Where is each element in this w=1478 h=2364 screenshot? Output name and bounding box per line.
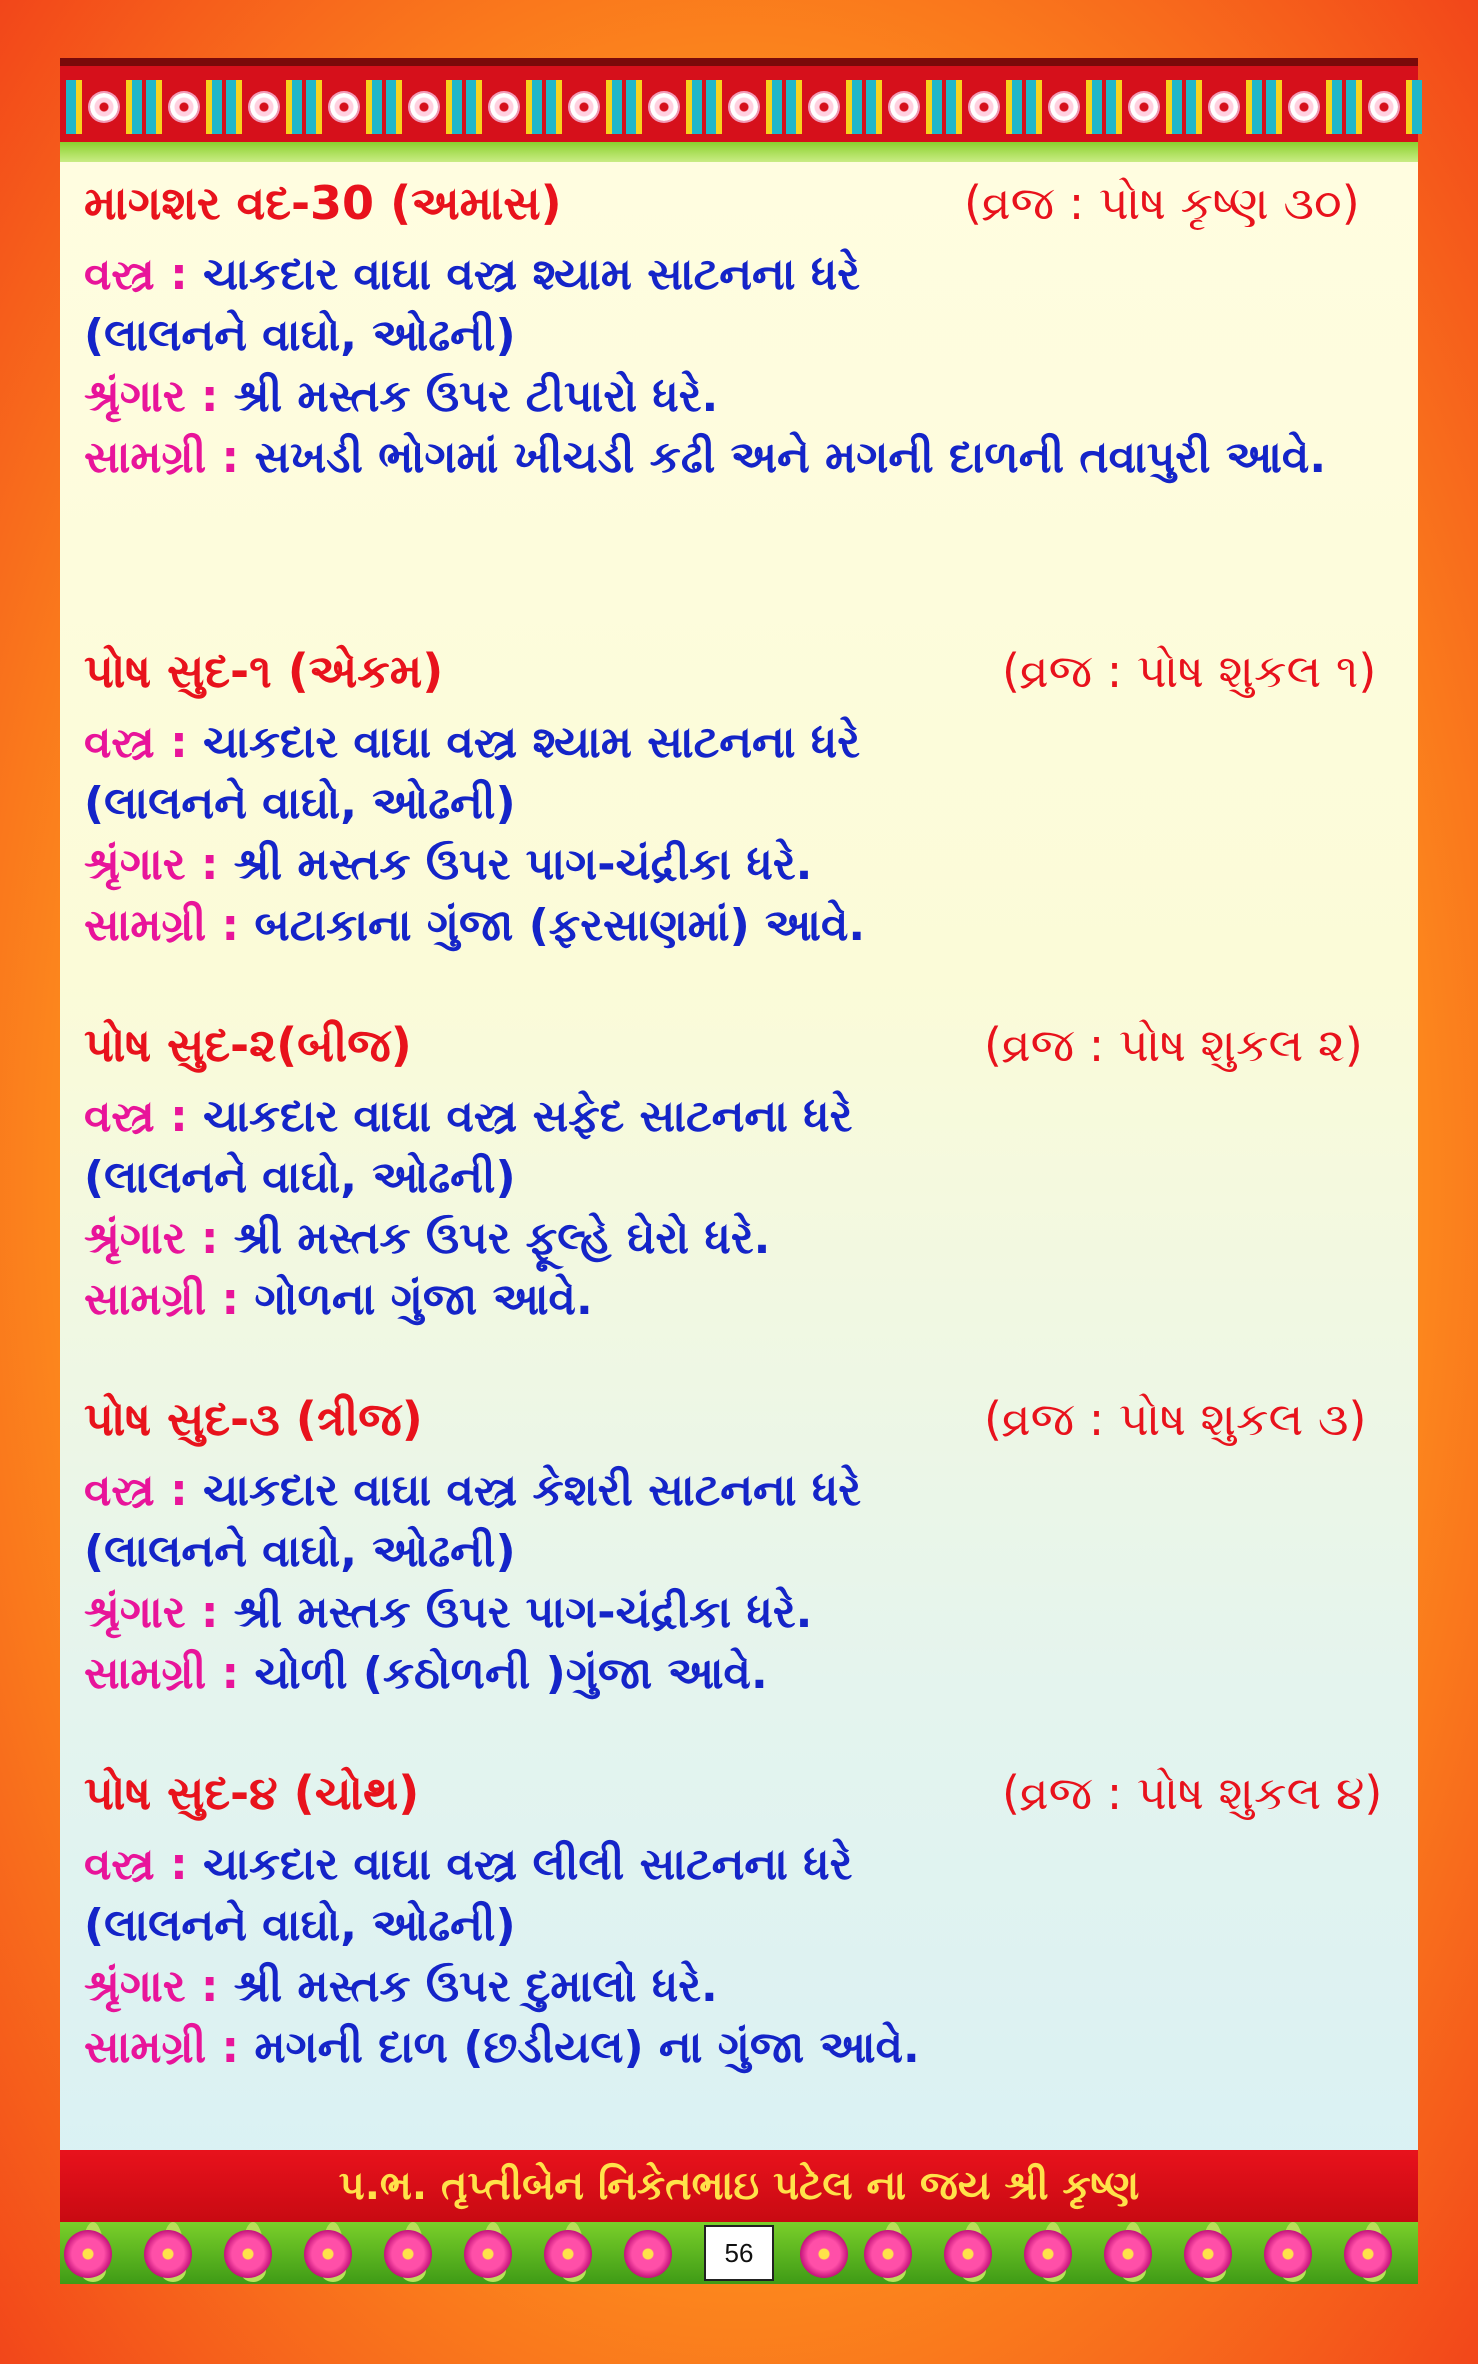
flower-icon: [170, 93, 198, 121]
vastra-label: વસ્ત્ર :: [84, 717, 188, 768]
vastra-line: [84, 244, 1404, 305]
flower-icon: [90, 93, 118, 121]
samagri-line: [84, 427, 1394, 488]
flower-icon: [1370, 93, 1398, 121]
flower-tile-row: [66, 80, 1422, 134]
entry-section: [84, 644, 1404, 956]
flower-icon: [1130, 93, 1158, 121]
shringar-label: શ્રૃંગાર :: [84, 839, 219, 890]
flower-icon: [730, 93, 758, 121]
samagri-label: સામગ્રી :: [84, 1274, 240, 1325]
shringar-line: [84, 834, 1404, 895]
flower-icon: [490, 93, 518, 121]
vastra-text: ચાકદાર વાઘા વસ્ત્ર શ્યામ સાટનના ધરે: [203, 249, 861, 300]
flower-icon: [1210, 93, 1238, 121]
flower-icon: [800, 2230, 848, 2278]
vastra-label: વસ્ત્ર :: [84, 1091, 188, 1142]
flower-icon: [224, 2230, 272, 2278]
vastra-text: ચાકદાર વાઘા વસ્ત્ર લીલી સાટનના ધરે: [203, 1839, 853, 1890]
flower-icon: [864, 2230, 912, 2278]
braj-date: (વ્રજ : પોષ શુકલ ૪): [1002, 1766, 1383, 1820]
samagri-line: [84, 1643, 1404, 1704]
flower-icon: [1290, 93, 1318, 121]
flower-tile: [1026, 80, 1102, 134]
vastra-label: વસ્ત્ર :: [84, 1839, 188, 1890]
braj-date: (વ્રજ : પોષ શુકલ ૩): [984, 1392, 1367, 1446]
entry-section: [84, 1766, 1404, 2078]
samagri-label: સામગ્રી :: [84, 432, 240, 483]
flower-icon: [810, 93, 838, 121]
shringar-label: શ્રૃંગાર :: [84, 371, 219, 422]
flower-icon: [1184, 2230, 1232, 2278]
samagri-text: બટાકાના ગુંજા (ફરસાણમાં) આવે.: [254, 900, 866, 951]
shringar-line: [84, 1582, 1404, 1643]
samagri-line: [84, 2017, 1404, 2078]
samagri-line: [84, 1269, 1404, 1330]
page-number: 56: [704, 2225, 774, 2281]
entry-section: [84, 1392, 1404, 1704]
vastra-text: ચાકદાર વાઘા વસ્ત્ર સફેદ સાટનના ધરે: [203, 1091, 853, 1142]
green-band: [60, 142, 1418, 162]
flower-tile: [466, 80, 542, 134]
footer-banner: [60, 2150, 1418, 2222]
flower-tile: [546, 80, 622, 134]
flower-tile: [706, 80, 782, 134]
entry-heading: પોષ સુદ-૩ (ત્રીજ): [84, 1392, 423, 1446]
vastra-note: (લાલનને વાઘો, ઓઢની): [84, 1900, 516, 1951]
flower-tile: [626, 80, 702, 134]
flower-icon: [890, 93, 918, 121]
content-panel: [60, 162, 1418, 2204]
shringar-line: [84, 366, 1404, 427]
entry-section: [84, 176, 1404, 488]
samagri-label: સામગ્રી :: [84, 1648, 240, 1699]
flower-icon: [384, 2230, 432, 2278]
entry-heading: માગશર વદ-30 (અમાસ): [84, 176, 562, 230]
shringar-line: [84, 1208, 1404, 1269]
vastra-line: [84, 712, 1404, 773]
flower-icon: [1344, 2230, 1392, 2278]
flower-icon: [464, 2230, 512, 2278]
flower-icon: [544, 2230, 592, 2278]
flower-tile: [1346, 80, 1422, 134]
shringar-text: શ્રી મસ્તક ઉપર ફૂલ્હે ઘેરો ધરે.: [233, 1213, 771, 1264]
braj-date: (વ્રજ : પોષ કૃષ્ણ ૩૦): [964, 176, 1360, 230]
flower-tile: [866, 80, 942, 134]
vastra-label: વસ્ત્ર :: [84, 1465, 188, 1516]
entry-heading-row: [84, 1766, 1404, 1834]
flower-tile: [1186, 80, 1262, 134]
flower-tile: [146, 80, 222, 134]
shringar-text: શ્રી મસ્તક ઉપર પાગ-ચંદ્રીકા ધરે.: [233, 839, 813, 890]
samagri-text: ચોળી (કઠોળની )ગુંજા આવે.: [254, 1648, 768, 1699]
entry-heading-row: [84, 1392, 1404, 1460]
vastra-text: ચાકદાર વાઘા વસ્ત્ર કેશરી સાટનના ધરે: [203, 1465, 862, 1516]
vastra-note: (લાલનને વાઘો, ઓઢની): [84, 1526, 516, 1577]
flower-tile: [786, 80, 862, 134]
samagri-text: મગની દાળ (છડીયલ) ના ગુંજા આવે.: [254, 2022, 920, 2073]
vastra-line: [84, 1460, 1404, 1521]
vastra-line: [84, 1086, 1404, 1147]
border-stripe: [60, 58, 1418, 66]
vastra-line: [84, 1834, 1404, 1895]
flower-icon: [64, 2230, 112, 2278]
flower-tile: [1266, 80, 1342, 134]
entry-heading-row: [84, 644, 1404, 712]
samagri-text: સખડી ભોગમાં ખીચડી કઢી અને મગની દાળની તવાપુરી આવે.: [254, 432, 1327, 483]
vastra-note: (લાલનને વાઘો, ઓઢની): [84, 310, 516, 361]
top-decorative-border: [60, 58, 1418, 142]
flower-tile: [386, 80, 462, 134]
entry-heading-row: [84, 176, 1404, 244]
entry-heading-row: [84, 1018, 1404, 1086]
vastra-text: ચાકદાર વાઘા વસ્ત્ર શ્યામ સાટનના ધરે: [203, 717, 861, 768]
entry-heading: પોષ સુદ-૨(બીજ): [84, 1018, 412, 1072]
flower-icon: [250, 93, 278, 121]
braj-date: (વ્રજ : પોષ શુકલ ૧): [1002, 644, 1377, 698]
flower-icon: [330, 93, 358, 121]
flower-icon: [970, 93, 998, 121]
flower-icon: [1104, 2230, 1152, 2278]
flower-icon: [304, 2230, 352, 2278]
flower-tile: [226, 80, 302, 134]
samagri-label: સામગ્રી :: [84, 2022, 240, 2073]
shringar-label: શ્રૃંગાર :: [84, 1961, 219, 2012]
flower-icon: [650, 93, 678, 121]
vastra-label: વસ્ત્ર :: [84, 249, 188, 300]
shringar-text: શ્રી મસ્તક ઉપર પાગ-ચંદ્રીકા ધરે.: [233, 1587, 813, 1638]
flower-icon: [944, 2230, 992, 2278]
flower-icon: [1024, 2230, 1072, 2278]
shringar-text: શ્રી મસ્તક ઉપર દુમાલો ધરે.: [233, 1961, 718, 2012]
flower-icon: [144, 2230, 192, 2278]
entry-heading: પોષ સુદ-૪ (ચોથ): [84, 1766, 420, 1820]
flower-tile: [306, 80, 382, 134]
vastra-note: (લાલનને વાઘો, ઓઢની): [84, 1152, 516, 1203]
shringar-label: શ્રૃંગાર :: [84, 1587, 219, 1638]
page: [60, 58, 1418, 2273]
flower-icon: [570, 93, 598, 121]
braj-date: (વ્રજ : પોષ શુકલ ૨): [984, 1018, 1363, 1072]
samagri-line: [84, 895, 1404, 956]
entry-section: [84, 1018, 1404, 1330]
flower-icon: [624, 2230, 672, 2278]
entry-heading: પોષ સુદ-૧ (એકમ): [84, 644, 444, 698]
shringar-line: [84, 1956, 1404, 2017]
flower-tile: [66, 80, 142, 134]
flower-icon: [1050, 93, 1078, 121]
flower-tile: [1106, 80, 1182, 134]
vastra-note: (લાલનને વાઘો, ઓઢની): [84, 778, 516, 829]
samagri-label: સામગ્રી :: [84, 900, 240, 951]
flower-icon: [410, 93, 438, 121]
flower-icon: [1264, 2230, 1312, 2278]
flower-tile: [946, 80, 1022, 134]
footer-text: પ.ભ. તૃપ્તીબેન નિકેતભાઇ પટેલ ના જય શ્રી કૃષ્ણ: [338, 2163, 1140, 2209]
shringar-label: શ્રૃંગાર :: [84, 1213, 219, 1264]
samagri-text: ગોળના ગુંજા આવે.: [254, 1274, 593, 1325]
shringar-text: શ્રી મસ્તક ઉપર ટીપારો ધરે.: [233, 371, 719, 422]
